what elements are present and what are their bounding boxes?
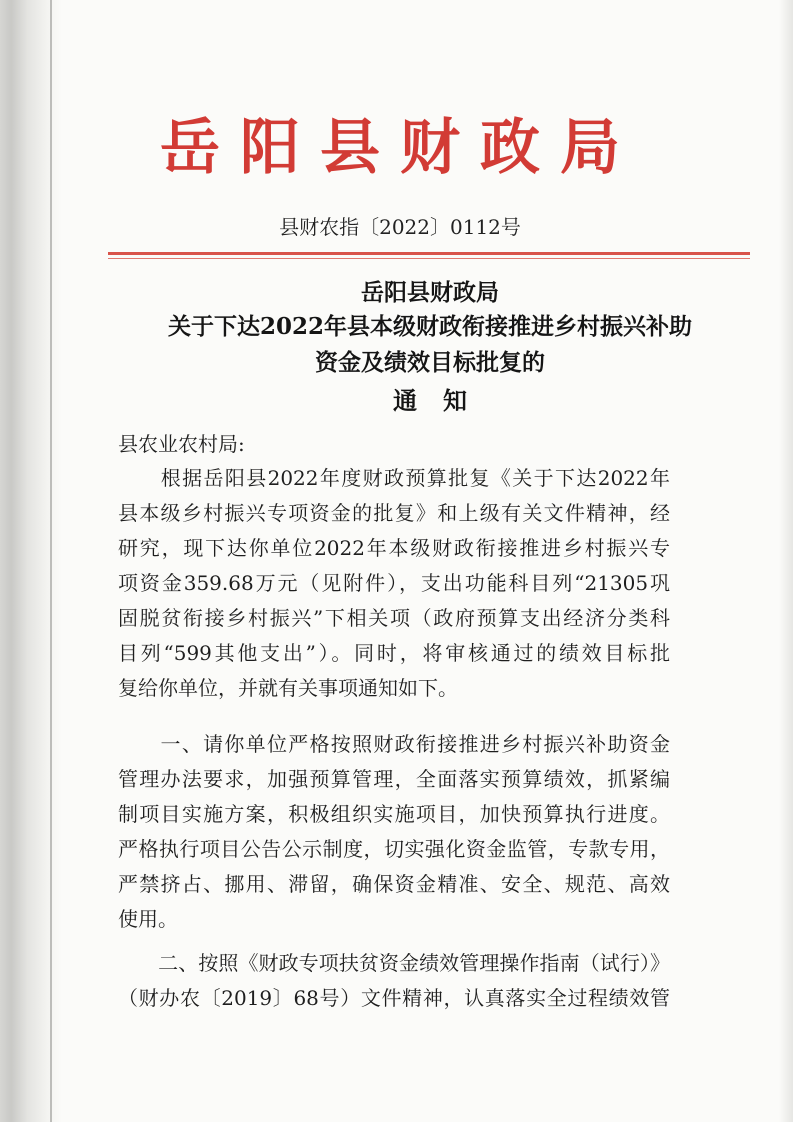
text-line: 研究，现下达你单位2022年本级财政衔接推进乡村振兴专: [118, 536, 670, 560]
letterhead-red-rule: [108, 252, 750, 255]
text-line: 管理办法要求，加强预算管理，全面落实预算绩效，抓紧编: [118, 767, 670, 791]
binding-shadow: [0, 0, 62, 1122]
text-line: 根据岳阳县2022年度财政预算批复《关于下达2022年: [118, 466, 670, 490]
text-line: 固脱贫衔接乡村振兴”下相关项（政府预算支出经济分类科: [118, 606, 670, 630]
notice-title-line-3: 资金及绩效目标批复的: [315, 349, 545, 376]
text-line: 严禁挤占、挪用、滞留，确保资金精准、安全、规范、高效: [118, 872, 670, 896]
text-line: 目列“599其他支出”）。同时，将审核通过的绩效目标批: [118, 641, 670, 665]
text-line: （财办农〔2019〕68号）文件精神，认真落实全过程绩效管: [118, 986, 670, 1010]
text-line: 制项目实施方案，积极组织实施项目，加快预算执行进度。: [118, 802, 670, 826]
addressee: 县农业农村局:: [118, 432, 245, 456]
text-line: 复给你单位，并就有关事项通知如下。: [118, 676, 458, 700]
text-line: 使用。: [118, 907, 178, 931]
notice-title-issuer: 岳阳县财政局: [361, 279, 499, 306]
body-paragraph-3: [118, 946, 670, 1016]
body-paragraph-2: [118, 727, 670, 937]
document-number: 县财农指〔2022〕0112号: [279, 215, 521, 239]
notice-title-type: 通知: [393, 386, 493, 415]
text-line: 县本级乡村振兴专项资金的批复》和上级有关文件精神，经: [118, 501, 670, 525]
text-line: 一、请你单位严格按照财政衔接推进乡村振兴补助资金: [118, 732, 670, 756]
text-line: 严格执行项目公告公示制度，切实强化资金监管，专款专用，: [118, 837, 670, 861]
body-paragraph-1: [118, 461, 670, 706]
binding-line: [50, 0, 52, 1122]
text-line: 二、按照《财政专项扶贫资金绩效管理操作指南（试行）》: [118, 951, 670, 975]
letterhead-org-name: 岳阳县财政局: [160, 113, 640, 183]
page-edge-shadow: [779, 0, 793, 1122]
text-line: 项资金359.68万元（见附件），支出功能科目列“21305巩: [118, 571, 670, 595]
notice-title-line-2: 关于下达2022年县本级财政衔接推进乡村振兴补助: [167, 313, 692, 340]
letterhead-red-rule-thin: [108, 258, 750, 259]
